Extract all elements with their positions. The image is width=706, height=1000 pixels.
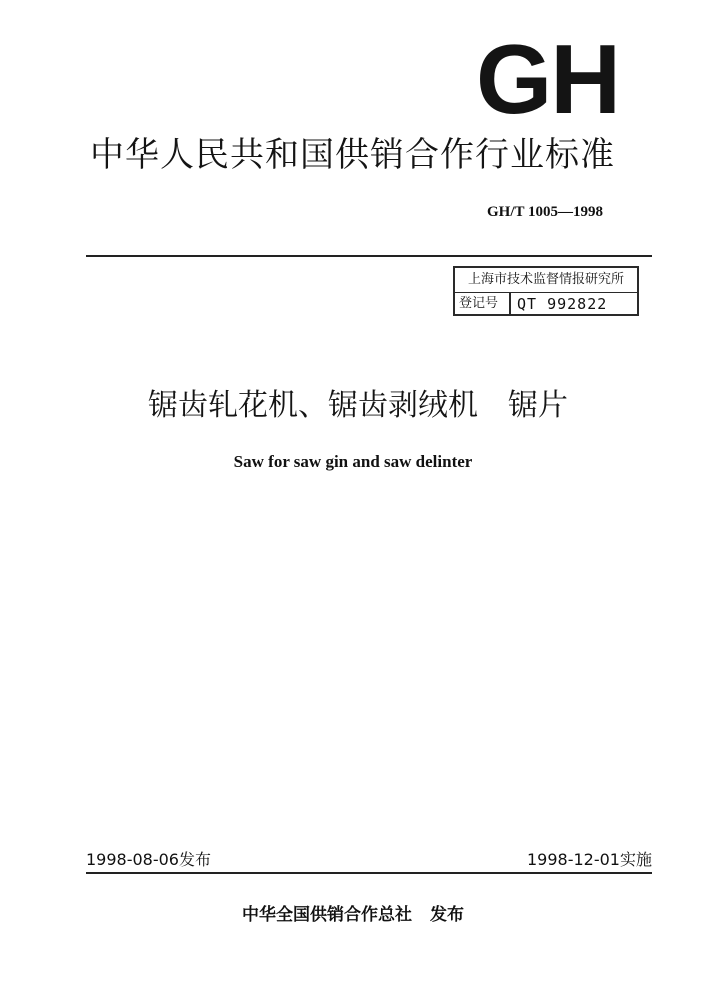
organization-title: 中华人民共和国供销合作行业标准 (90, 135, 615, 175)
standard-code: GH/T 1005—1998 (487, 204, 603, 220)
gh-logo: GH (476, 24, 619, 134)
issue-date-line (86, 850, 211, 870)
publisher-line (0, 904, 706, 926)
stamp-institute: 上海市技术监督情报研究所 (455, 268, 637, 293)
stamp-registration-row (455, 293, 637, 315)
issue-label: 发布 (178, 850, 211, 869)
stamp-registration-label: 登记号 (459, 296, 499, 311)
publisher-action: 发布 (430, 905, 464, 925)
stamp-cell-divider (509, 293, 511, 315)
document-title (148, 386, 568, 426)
implementation-date: 1998-12-01 (527, 850, 620, 869)
document-title-english: Saw for saw gin and saw delinter (233, 452, 473, 471)
stamp-registration-number: QT 992822 (517, 295, 608, 313)
issue-date: 1998-08-06 (86, 850, 179, 869)
implementation-label: 实施 (619, 850, 652, 869)
bottom-divider (86, 872, 652, 874)
document-title-suffix: 锯片 (508, 388, 568, 423)
top-divider (86, 255, 652, 257)
publisher-name: 中华全国供销合作总社 (242, 905, 412, 925)
document-title-main: 锯齿轧花机、锯齿剥绒机 (148, 388, 478, 423)
implementation-date-line (527, 850, 652, 870)
registration-stamp (453, 266, 639, 316)
